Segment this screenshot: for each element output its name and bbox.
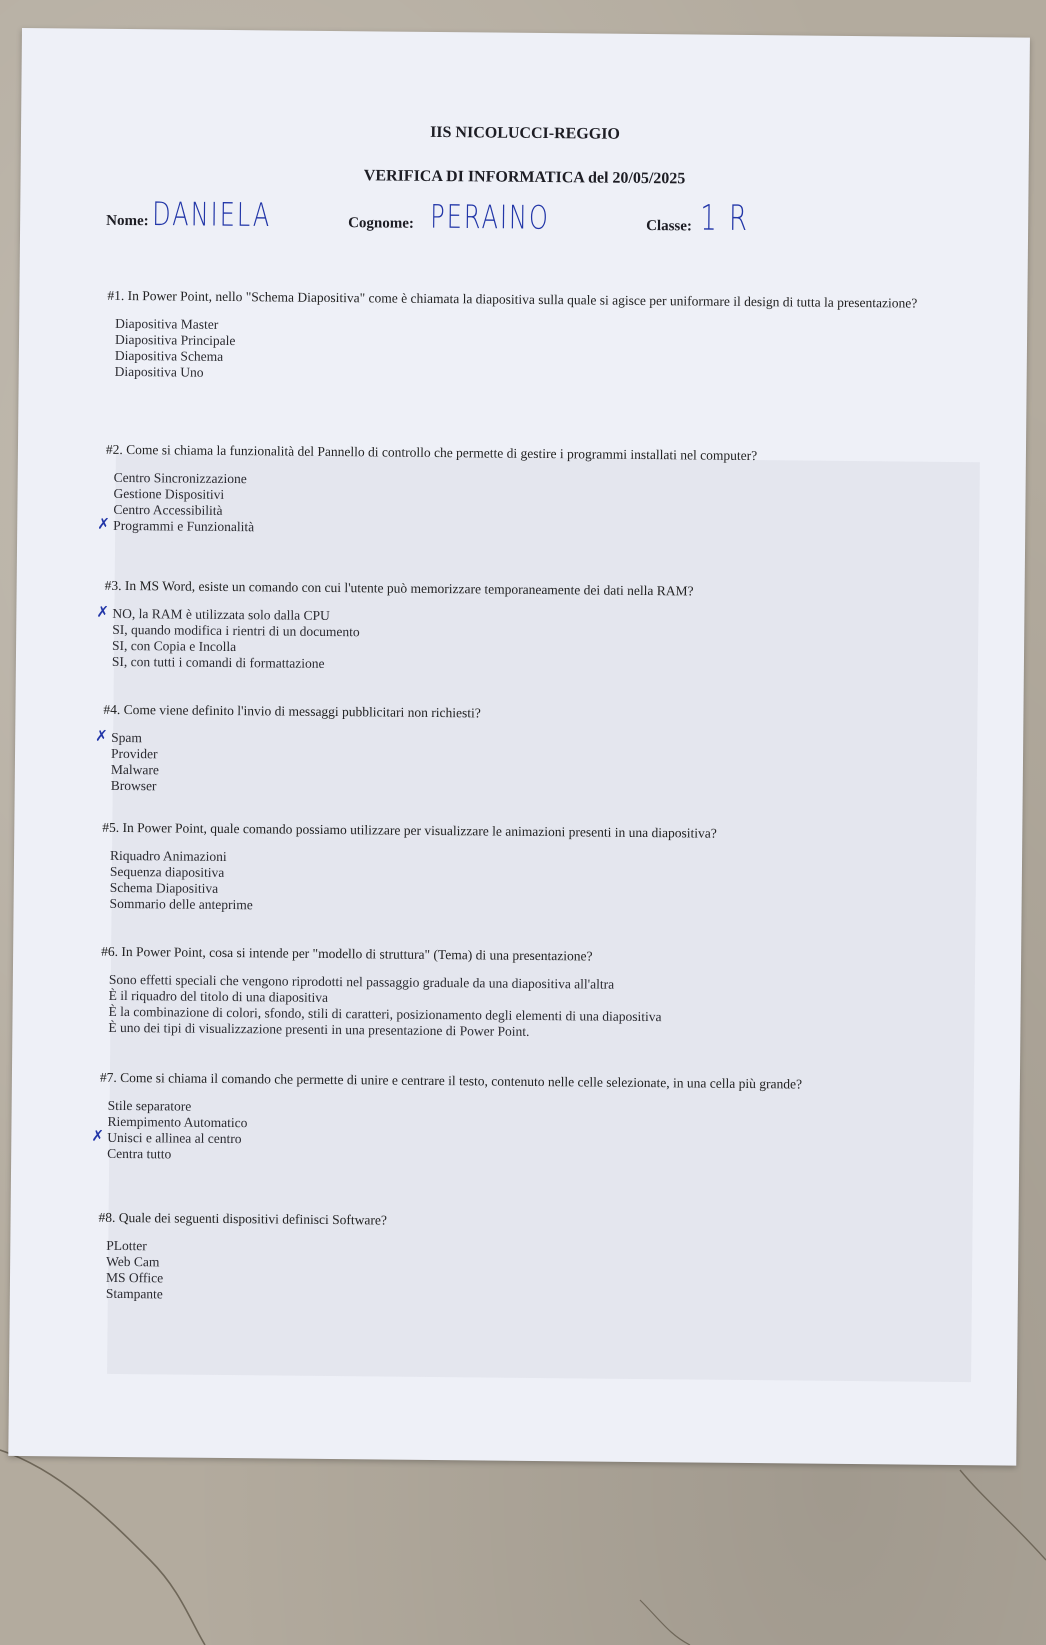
exam-sheet (8, 28, 1030, 1466)
question-text: #3. In MS Word, esiste un comando con cui l'utente può memorizzare temporaneamente dei dati nella RAM? (104, 577, 694, 599)
answer-option-label: Sommario delle anteprime (109, 895, 253, 913)
answer-option-label: Stile separatore (107, 1097, 192, 1114)
cognome-label: Cognome: (348, 215, 415, 232)
answer-option-label: Unisci e allinea al centro (107, 1129, 242, 1147)
answer-option-label: Spam (111, 729, 143, 746)
answer-options (100, 972, 991, 1045)
question-text: #5. In Power Point, quale comando possiamo utilizzare per visualizzare le animazioni presenti in una diapositiva? (102, 819, 717, 841)
answer-option-label: SI, quando modifica i rientri di un documento (112, 621, 360, 640)
answer-option-label: Centro Sincronizzazione (113, 469, 247, 487)
answer-option-label: Sequenza diapositiva (109, 863, 225, 880)
answer-option-label: Provider (110, 745, 158, 762)
answer-option-label: È il riquadro del titolo di una diapositiva (108, 987, 329, 1005)
answer-option-label: Riquadro Animazioni (109, 847, 227, 865)
answer-option-label: Schema Diapositiva (109, 879, 219, 896)
question-text: #6. In Power Point, cosa si intende per "modello di struttura" (Tema) di una presentazione? (101, 943, 593, 964)
answer-option-label: Riempimento Automatico (107, 1113, 248, 1131)
answer-option-label: Diapositiva Master (115, 315, 219, 332)
answer-option-label: Centra tutto (107, 1145, 172, 1162)
answer-option-label: PLotter (106, 1237, 147, 1254)
question-text: #1. In Power Point, nello "Schema Diapositiva" come è chiamata la diapositiva sulla quale si agisce per uniformare il design di tutta la presentazione? (107, 287, 918, 311)
answer-option-label: MS Office (105, 1269, 164, 1286)
classe-value: 1 R (700, 198, 750, 240)
answer-option-label: È uno dei tipi di visualizzazione presenti in una presentazione di Power Point. (108, 1019, 530, 1039)
answer-option-label: Gestione Dispositivi (113, 485, 225, 502)
nome-value: DANIELA (152, 195, 272, 235)
handwritten-check-icon: ✗ (95, 726, 108, 745)
answer-option-label: Browser (110, 777, 157, 794)
answer-option-label: SI, con tutti i comandi di formattazione (111, 653, 325, 671)
answer-option-label: È la combinazione di colori, sfondo, stili di caratteri, posizionamento degli elementi di una diapositiva (108, 1003, 662, 1025)
answer-option-label: Programmi e Funzionalità (113, 517, 255, 535)
answer-option-label: Diapositiva Uno (114, 363, 204, 380)
question-text: #8. Quale dei seguenti dispositivi definisci Software? (98, 1209, 387, 1228)
answer-options (97, 469, 996, 543)
answer-option-label: Web Cam (106, 1253, 160, 1270)
cognome-value: PERAINO (430, 197, 551, 237)
question-4 (95, 701, 994, 803)
exam-title: VERIFICA DI INFORMATICA del 20/05/2025 (363, 167, 686, 188)
answer-option-label: Sono effetti speciali che vengono riprodotti nel passaggio graduale da una diapositiva all'altra (108, 971, 615, 992)
answer-option-label: Malware (110, 761, 159, 778)
question-text: #7. Come si chiama il comando che permette di unire e centrare il testo, contenuto nelle celle selezionate, in una cella più grande? (99, 1069, 803, 1092)
answer-options (98, 1238, 989, 1311)
classe-label: Classe: (646, 218, 693, 235)
answer-option-label: Stampante (105, 1285, 163, 1302)
answer-option-label: SI, con Copia e Incolla (112, 637, 237, 655)
handwritten-check-icon: ✗ (97, 514, 110, 533)
handwritten-check-icon: ✗ (91, 1126, 105, 1145)
question-5 (102, 819, 993, 921)
question-6 (100, 943, 991, 1045)
answer-options (102, 848, 993, 921)
answer-option-label: Centro Accessibilità (113, 501, 223, 518)
question-1 (107, 287, 998, 389)
school-name: IIS NICOLUCCI-REGGIO (430, 123, 620, 143)
nome-label: Nome: (106, 212, 149, 230)
answer-option-label: Diapositiva Principale (114, 331, 236, 349)
handwritten-check-icon: ✗ (96, 602, 110, 621)
answer-option-label: Diapositiva Schema (114, 347, 224, 364)
answer-options (107, 316, 998, 389)
answer-options (95, 726, 994, 803)
question-text: #4. Come viene definito l'invio di messaggi pubblicitari non richiesti? (103, 701, 481, 721)
answer-option-label: NO, la RAM è utilizzata solo dalla CPU (112, 605, 330, 623)
answer-options (91, 1097, 990, 1171)
question-7 (91, 1069, 990, 1171)
question-8 (98, 1209, 989, 1311)
question-text: #2. Come si chiama la funzionalità del Pannello di controllo che permette di gestire i programmi installati nel computer? (105, 441, 758, 464)
answer-options (96, 602, 995, 679)
question-3 (96, 577, 995, 679)
question-2 (97, 441, 996, 543)
